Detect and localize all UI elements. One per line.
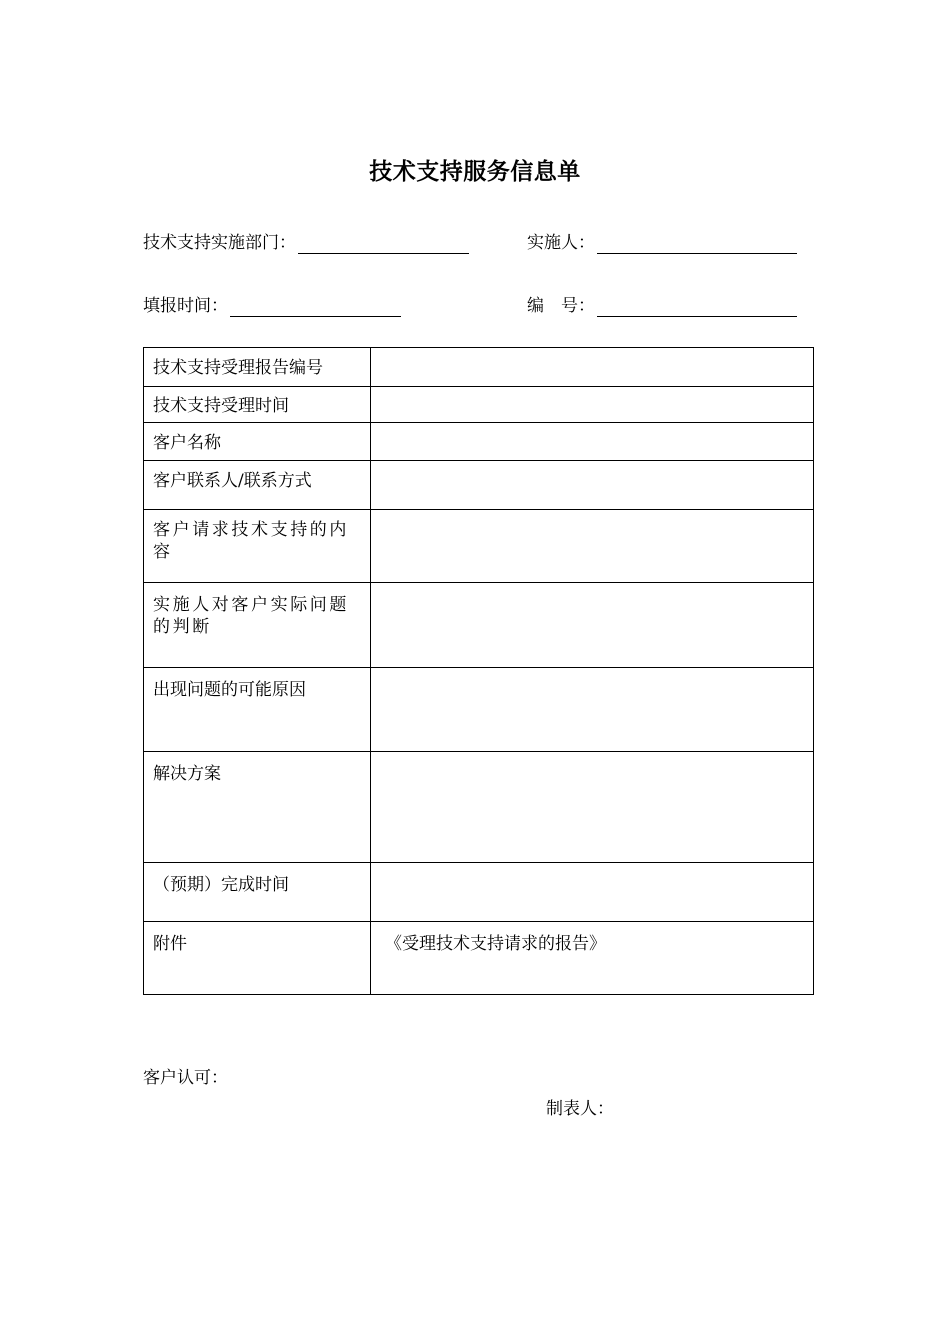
- customer-approval-label: 客户认可：: [143, 1068, 228, 1088]
- department-input-line[interactable]: [298, 235, 469, 254]
- number-field: [527, 295, 797, 317]
- row-label: （预期）完成时间: [144, 863, 371, 922]
- row-value[interactable]: [371, 668, 814, 752]
- fill-time-field: [143, 295, 401, 317]
- table-row: [144, 863, 814, 922]
- table-row: [144, 423, 814, 461]
- page-title: 技术支持服务信息单: [369, 158, 581, 185]
- row-value[interactable]: [371, 510, 814, 583]
- row-value[interactable]: [371, 348, 814, 387]
- row-label: 出现问题的可能原因: [144, 668, 371, 752]
- table-row: [144, 461, 814, 510]
- row-label: 客户名称: [144, 423, 371, 461]
- table-row: [144, 510, 814, 583]
- table-row: [144, 668, 814, 752]
- row-label: 附件: [144, 922, 371, 995]
- row-label: 客户请求技术支持的内容: [144, 510, 371, 583]
- row-label: 解决方案: [144, 752, 371, 863]
- row-label: 技术支持受理时间: [144, 387, 371, 423]
- implementer-field: [527, 232, 797, 254]
- row-label: 技术支持受理报告编号: [144, 348, 371, 387]
- table-row: [144, 922, 814, 995]
- department-field: [143, 232, 469, 254]
- implementer-label: 实施人：: [527, 233, 595, 253]
- department-label: 技术支持实施部门：: [143, 233, 296, 253]
- row-value[interactable]: [371, 387, 814, 423]
- number-label: 编 号：: [527, 296, 595, 316]
- row-value[interactable]: [371, 461, 814, 510]
- table-row: [144, 583, 814, 668]
- row-value[interactable]: [371, 752, 814, 863]
- row-value[interactable]: [371, 423, 814, 461]
- row-label: 客户联系人/联系方式: [144, 461, 371, 510]
- fill-time-input-line[interactable]: [230, 298, 401, 317]
- service-info-table: [143, 347, 814, 995]
- row-value[interactable]: 《受理技术支持请求的报告》: [371, 922, 814, 995]
- row-value[interactable]: [371, 583, 814, 668]
- table-row: [144, 387, 814, 423]
- preparer-label: 制表人：: [546, 1099, 614, 1119]
- fill-time-label: 填报时间：: [143, 296, 228, 316]
- row-value[interactable]: [371, 863, 814, 922]
- number-input-line[interactable]: [597, 298, 797, 317]
- implementer-input-line[interactable]: [597, 235, 797, 254]
- table-row: [144, 752, 814, 863]
- row-label: 实施人对客户实际问题的判断: [144, 583, 371, 668]
- table-row: [144, 348, 814, 387]
